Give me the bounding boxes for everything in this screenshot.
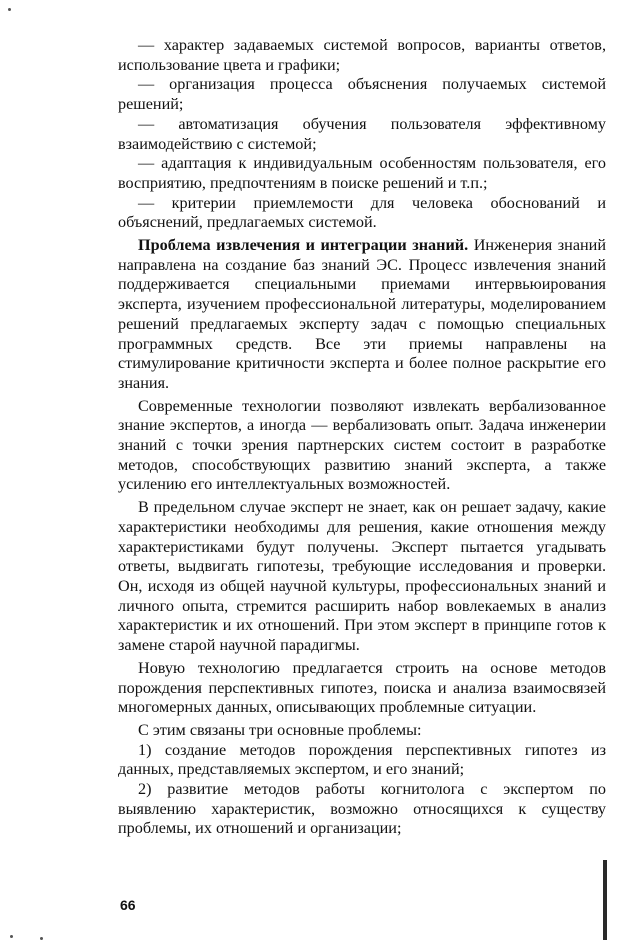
paragraph: С этим связаны три основные проблемы: [138, 720, 422, 739]
scan-speck [40, 937, 43, 940]
list-item: — автоматизация обучения пользователя эффективному взаимодействию с системой; [118, 114, 606, 153]
list-item: 1) создание методов порождения перспективных гипотез из данных, представляемых экспертом, и его знаний; [118, 740, 606, 779]
list-item: — адаптация к индивидуальным особенностям пользователя, его восприятию, предпочтениям в поиске решений и т.п.; [118, 154, 606, 192]
scan-speck [10, 935, 13, 938]
list-item: — организация процесса объяснения получаемых системой решений; [118, 75, 606, 114]
paragraph: Современные технологии позволяют извлекать вербализованное знание экспертов, а иногда — вербализовать опыт. Задача инженерии знаний с точки зрения партнерских систем состоит в разработке методов, способствующих развитию знаний эксперта, а также усилению его интеллектуальных возможностей. [118, 396, 606, 494]
list-item: 2) развитие методов работы когнитолога с экспертом по выявлению характеристик, возможно относящихся к существу проблемы, их отношений и организации; [118, 780, 606, 838]
list-item: — характер задаваемых системой вопросов, варианты ответов, использование цвета и графики; [118, 36, 606, 74]
section-heading: Проблема извлечения и интеграции знаний. [138, 236, 469, 255]
section-paragraph [118, 236, 606, 394]
page-body [118, 36, 606, 839]
scan-speck [8, 8, 11, 11]
paragraph: В предельном случае эксперт не знает, как он решает задачу, какие характеристики необходимы для решения, какие отношения между характеристиками будут получены. Эксперт пытается угадывать ответы, выдвигать гипотезы, требующие исследования и проверки. Он, исходя из общей научной культуры, профессиональных знаний и личного опыта, стремится расширить набор вовлекаемых в анализ характеристик и их отношений. При этом эксперт в принципе готов к замене старой научной парадигмы. [118, 498, 606, 655]
section-lead-text: Инженерия знаний направлена на создание баз знаний ЭС. Процесс извлечения знаний поддерживается специальными приемами интервьюирования эксперта, изучением профессиональной литературы, моделированием решений предлагаемых эксперту задач с помощью специальных программных средств. Все эти приемы направлены на стимулирование критичности эксперта и более полное раскрытие его знания. [118, 236, 606, 392]
page-edge-shadow [603, 860, 607, 940]
paragraph: Новую технологию предлагается строить на основе методов порождения перспективных гипотез, поиска и анализа взаимосвязей многомерных данных, описывающих проблемные ситуации. [118, 658, 606, 717]
list-item: — критерии приемлемости для человека обоснований и объяснений, предлагаемых системой. [118, 193, 606, 232]
page-number: 66 [120, 897, 136, 913]
